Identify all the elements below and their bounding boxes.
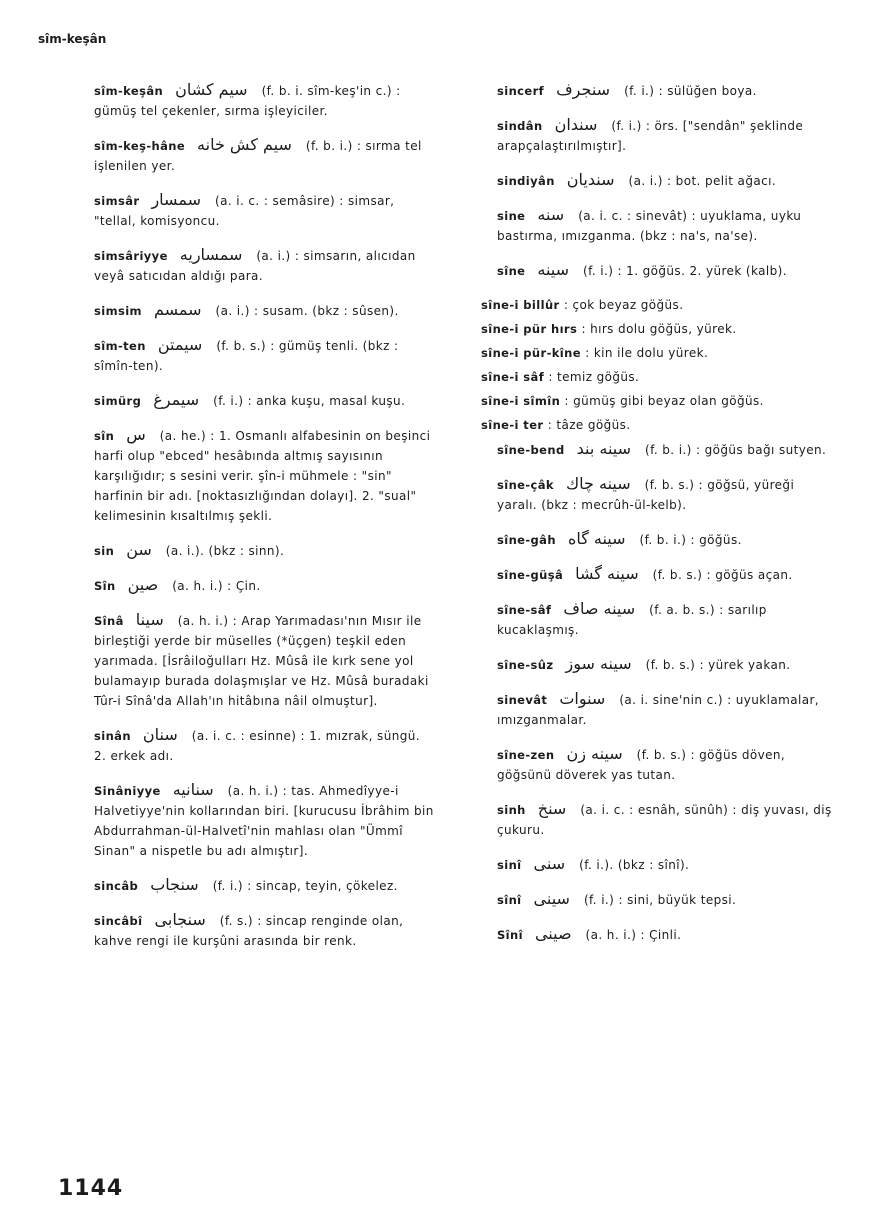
headword: sîne-i sâf [481,370,545,384]
definition: (a. i.) : susam. (bkz : sûsen). [215,304,399,318]
dictionary-entry [461,599,836,640]
arabic-script: سنخ [537,799,567,818]
headword: simürg [94,394,142,408]
dictionary-entry [461,170,836,191]
arabic-script: سن [126,540,152,559]
dictionary-entry [461,474,836,515]
headword: sîne-sûz [497,658,554,672]
headword: sîne-sâf [497,603,552,617]
headword: sin [94,544,115,558]
dictionary-entry [58,875,434,896]
arabic-script: سنوات [559,689,606,708]
headword: sîne-gâh [497,533,556,547]
headword: simsâriyye [94,249,168,263]
definition: : çok beyaz göğüs. [563,298,684,312]
definition: : tâze göğüs. [547,418,631,432]
dictionary-entry [58,575,434,596]
definition: (a. i. c. : esinne) : 1. mızrak, süngü. 2. erkek adı. [94,729,420,763]
headword: sincerf [497,84,545,98]
definition: (f. b. s.) : gümüş tenli. (bkz : sîmîn-ten). [94,339,399,373]
definition: (f. i.) : anka kuşu, masal kuşu. [213,394,406,408]
definition: (a. i. c. : semâsire) : simsar, "tellal, komisyoncu. [94,194,395,228]
definition: : gümüş gibi beyaz olan göğüs. [564,394,764,408]
headword: sîne-i pür-kîne [481,346,581,360]
arabic-script: سیم کش خانه [197,135,292,154]
right-column [461,80,836,959]
subentry [461,295,836,315]
headword: sîne-güşâ [497,568,564,582]
definition: (a. he.) : 1. Osmanlı alfabesinin on beşinci harfi olup "ebced" hesâbında altmış sayısının karşılığıdır; s sesini verir. şîn-i mühmele : "sin" harfinin bir adı. [noktasızlığından dolayı]. 2. "sual" kelimesinin kısaltılmış şekli. [94,429,431,523]
definition: (f. b. s.) : yürek yakan. [645,658,791,672]
subentry [461,367,836,387]
arabic-script: سينه [537,260,570,279]
headword: sincâbî [94,914,143,928]
dictionary-entry [58,80,434,121]
definition: : kin ile dolu yürek. [585,346,709,360]
arabic-script: سیم کشان [175,80,248,99]
headword: sindân [497,119,543,133]
definition: (f. i.) : 1. göğüs. 2. yürek (kalb). [583,264,787,278]
dictionary-entry [461,744,836,785]
dictionary-entry [461,80,836,101]
headword: sinî [497,858,522,872]
arabic-script: سنانيه [172,780,214,799]
arabic-script: سنديان [566,170,615,189]
headword: sine [497,209,526,223]
arabic-script: سیمتن [157,335,203,354]
arabic-script: سنى [533,854,566,873]
headword: sîne [497,264,526,278]
headword: Sînî [497,928,523,942]
arabic-script: سنجرف [556,80,611,99]
dictionary-entry [58,190,434,231]
subentry [461,319,836,339]
headword: sîm-keşân [94,84,164,98]
definition: (f. b. i.) : göğüs bağı sutyen. [645,443,827,457]
headword: sîne-bend [497,443,565,457]
dictionary-entry [58,300,434,321]
definition: (a. i. c. : esnâh, sünûh) : diş yuvası, diş çukuru. [497,803,832,837]
dictionary-entry [58,540,434,561]
dictionary-entry [461,260,836,281]
dictionary-entry [461,439,836,460]
headword: sîne-zen [497,748,555,762]
definition: : temiz göğüs. [548,370,640,384]
definition: (a. i.) : simsarın, alıcıdan veyâ satıcıdan aldığı para. [94,249,416,283]
headword: sinân [94,729,131,743]
dictionary-entry [58,725,434,766]
headword: Sîn [94,579,116,593]
dictionary-entry [58,335,434,376]
arabic-script: سمسم [153,300,202,319]
headword: sîne-i billûr [481,298,560,312]
headword: Sînâ [94,614,124,628]
dictionary-entry [461,115,836,156]
subentry [461,415,836,435]
definition: (f. b. s.) : göğüs açan. [652,568,793,582]
definition: (a. i. sine'nin c.) : uyuklamalar, ımızganmalar. [497,693,819,727]
arabic-script: سنجابى [154,910,206,929]
definition: (f. i.) : sülüğen boya. [624,84,757,98]
arabic-script: سينى [533,889,570,908]
dictionary-entry [58,245,434,286]
definition: (f. a. b. s.) : sarılıp kucaklaşmış. [497,603,767,637]
definition: (f. b. i.) : göğüs. [639,533,742,547]
arabic-script: صينى [534,924,572,943]
arabic-script: سنه [537,205,565,224]
definition: (a. i.) : bot. pelit ağacı. [628,174,777,188]
definition: (f. b. s.) : göğsü, yüreği yaralı. (bkz : mecrûh-ül-kelb). [497,478,795,512]
dictionary-entry [58,780,434,861]
headword: simsim [94,304,142,318]
arabic-script: سينه صاف [563,599,636,618]
dictionary-entry [461,689,836,730]
dictionary-entry [461,924,836,945]
headword: sinh [497,803,526,817]
dictionary-entry [461,529,836,550]
dictionary-entry [58,135,434,176]
headword: sincâb [94,879,139,893]
arabic-script: سينه بند [576,439,632,458]
arabic-script: سينه سوز [565,654,632,673]
definition: (f. i.) : sini, büyük tepsi. [583,893,737,907]
headword: sinevât [497,693,548,707]
arabic-script: سیمرغ [153,390,200,409]
headword: sîm-keş-hâne [94,139,186,153]
dictionary-entry [461,654,836,675]
running-head: sîm-keşân [38,32,107,46]
arabic-script: سينه گاه [567,529,626,548]
headword: sîne-i ter [481,418,544,432]
arabic-script: سينه گشا [575,564,639,583]
definition: (f. i.). (bkz : sînî). [579,858,690,872]
definition: (a. h. i.) : Arap Yarımadası'nın Mısır ile birleştiği yerde bir müselles (*üçgen) teşkil eden yarımada. [İsrâiloğulları Hz. Mûsâ ile kırk sene yol bulamayıp burada dolaşmışlar ve Hz. Mûsâ buradaki Tûr-i Sînâ'da Allah'ın hitâbına nâil olmuştur]. [94,614,429,708]
dictionary-entry [58,390,434,411]
definition: (f. s.) : sincap renginde olan, kahve rengi ile kurşûni arasında bir renk. [94,914,404,948]
arabic-script: سينه چاك [565,474,631,493]
definition: (f. b. s.) : göğüs döven, göğsünü döverek yas tutan. [497,748,786,782]
definition: (a. i.). (bkz : sinn). [165,544,285,558]
subentry [461,343,836,363]
dictionary-entry [58,610,434,711]
subentry [461,391,836,411]
arabic-script: سينه زن [566,744,623,763]
dictionary-entry [58,910,434,951]
definition: (a. h. i.) : Çin. [172,579,261,593]
arabic-script: سندان [554,115,598,134]
headword: sindiyân [497,174,555,188]
dictionary-entry [461,854,836,875]
definition: (f. i.) : sincap, teyin, çökelez. [212,879,398,893]
headword: Sinâniyye [94,784,161,798]
arabic-script: سمسار [151,190,201,209]
dictionary-entry [461,564,836,585]
headword: sîne-i sîmîn [481,394,561,408]
dictionary-entry [461,205,836,246]
dictionary-entry [461,799,836,840]
arabic-script: صين [127,575,159,594]
dictionary-entry [58,425,434,526]
headword: sîne-çâk [497,478,554,492]
headword: sîm-ten [94,339,146,353]
left-column [58,80,434,965]
definition: (f. i.) : örs. ["sendân" şeklinde arapçalaştırılmıştır]. [497,119,804,153]
definition: (f. b. i.) : sırma tel işlenilen yer. [94,139,422,173]
headword: sîne-i pür hırs [481,322,578,336]
definition: (a. h. i.) : tas. Ahmedîyye-i Halvetiyye'nin kollarından biri. [kurucusu İbrâhim bin Abdurrahman-ül-Halvetî'nin mahlası olan "Ümmî Sinan" a nispetle bu adı almıştır]. [94,784,434,858]
page-number: 1144 [58,1176,124,1201]
dictionary-entry [461,889,836,910]
definition: (a. h. i.) : Çinli. [585,928,682,942]
headword: sînî [497,893,522,907]
definition: : hırs dolu göğüs, yürek. [581,322,737,336]
arabic-script: س [126,425,146,444]
definition: (f. b. i. sîm-keş'in c.) : gümüş tel çekenler, sırma işleyiciler. [94,84,401,118]
arabic-script: سنجاب [150,875,199,894]
definition: (a. i. c. : sinevât) : uyuklama, uyku bastırma, ımızganma. (bkz : na's, na'se). [497,209,802,243]
arabic-script: سينا [135,610,164,629]
headword: sîn [94,429,115,443]
arabic-script: سمساريه [179,245,243,264]
headword: simsâr [94,194,140,208]
arabic-script: سنان [142,725,178,744]
